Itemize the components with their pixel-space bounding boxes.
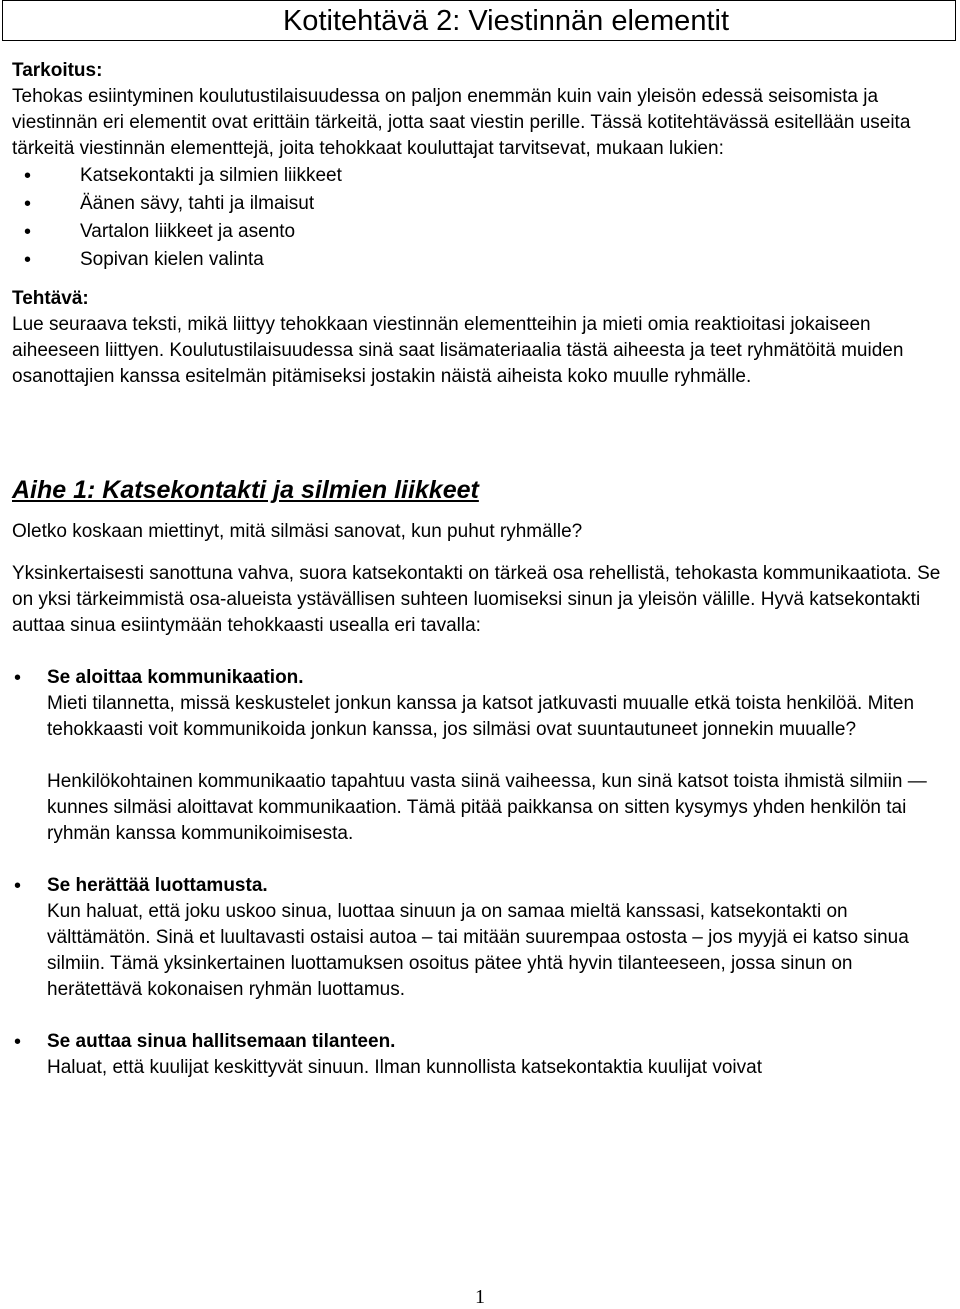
tehtava-label: Tehtävä: [12,288,89,309]
list-item: • Vartalon liikkeet ja asento [12,218,948,246]
list-item: • Äänen sävy, tahti ja ilmaisut [12,190,948,218]
benefit-title: • Se aloittaa kommunikaation. [47,667,304,688]
benefit-paragraph: Mieti tilannetta, missä keskustelet jonkun kanssa ja katsot jatkuvasti muualle etkä toista henkilöä. Miten tehokkaasti voit kommunikoida jonkun kanssa, jos silmäsi ovat suuntautuneet jonnekin muualle? [47,693,915,740]
benefit-title: • Se herättää luottamusta. [47,875,268,896]
page-number: 1 [475,1286,485,1308]
tehtava-text: Lue seuraava teksti, mikä liittyy tehokkaan viestinnän elementteihin ja mieti omia reaktioitasi jokaiseen aiheeseen liittyen. Koulutustilaisuudessa sinä saat lisämateriaalia tästä aiheesta ja teet ryhmätöitä muiden osanottajien kanssa esitelmän pitämiseksi jostakin näistä aiheista koko muulle ryhmälle. [12,314,904,387]
topic-question: Oletko koskaan miettinyt, mitä silmäsi sanovat, kun puhut ryhmälle? [12,521,583,542]
topic-heading: Aihe 1: Katsekontakti ja silmien liikkeet [12,476,479,504]
benefit-item [12,665,948,847]
list-item: • Katsekontakti ja silmien liikkeet [12,162,948,190]
benefit-paragraph: Henkilökohtainen kommunikaatio tapahtuu vasta siinä vaiheessa, kun sinä katsot toista ihmistä silmiin — kunnes silmäsi aloittavat kommunikaation. Tämä pitää paikkansa on sitten kysymys yhden henkilön tai ryhmän kanssa kommunikoimisesta. [47,771,927,844]
page-title: Kotitehtävä 2: Viestinnän elementit [282,5,729,37]
benefits-list [12,665,948,1081]
benefit-paragraph: Haluat, että kuulijat keskittyvät sinuun. Ilman kunnollista katsekontaktia kuulijat voivat [47,1057,762,1078]
benefit-item [12,1029,948,1081]
tarkoitus-text: Tehokas esiintyminen koulutustilaisuudessa on paljon enemmän kuin vain yleisön edessä seisomista ja viestinnän eri elementit ovat erittäin tärkeitä, jotta saat viestin perille. Tässä kotitehtävässä esitellään useita tärkeitä viestinnän elementtejä, joita tehokkaat kouluttajat tarvitsevat, mukaan lukien: [12,86,911,159]
document-body [12,58,948,1107]
topic-intro: Yksinkertaisesti sanottuna vahva, suora katsekontakti on tärkeä osa rehellistä, tehokasta kommunikaatiota. Se on yksi tärkeimmistä osa-alueista ystävällisen suhteen luomiseksi sinun ja yleisön välille. Hyvä katsekontakti auttaa sinua esiintymään tehokkaasti usealla eri tavalla: [12,563,941,636]
benefit-paragraph: Kun haluat, että joku uskoo sinua, luottaa sinuun ja on samaa mieltä kanssasi, katsekontakti on välttämätön. Sinä et luultavasti ostaisi autoa – tai mitään suurempaa ostosta – jos myyjä ei katso sinua silmiin. Tämä yksinkertainen luottamuksen osoitus pätee yhtä hyvin tilanteeseen, jossa sinun on herätettävä kokonaisen ryhmän luottamus. [47,901,909,1000]
list-item: • Sopivan kielen valinta [12,246,948,274]
title-box [2,0,956,41]
benefit-item [12,873,948,1003]
tarkoitus-label: Tarkoitus: [12,60,103,81]
benefit-title: • Se auttaa sinua hallitsemaan tilanteen. [47,1031,396,1052]
elements-list [12,162,948,274]
